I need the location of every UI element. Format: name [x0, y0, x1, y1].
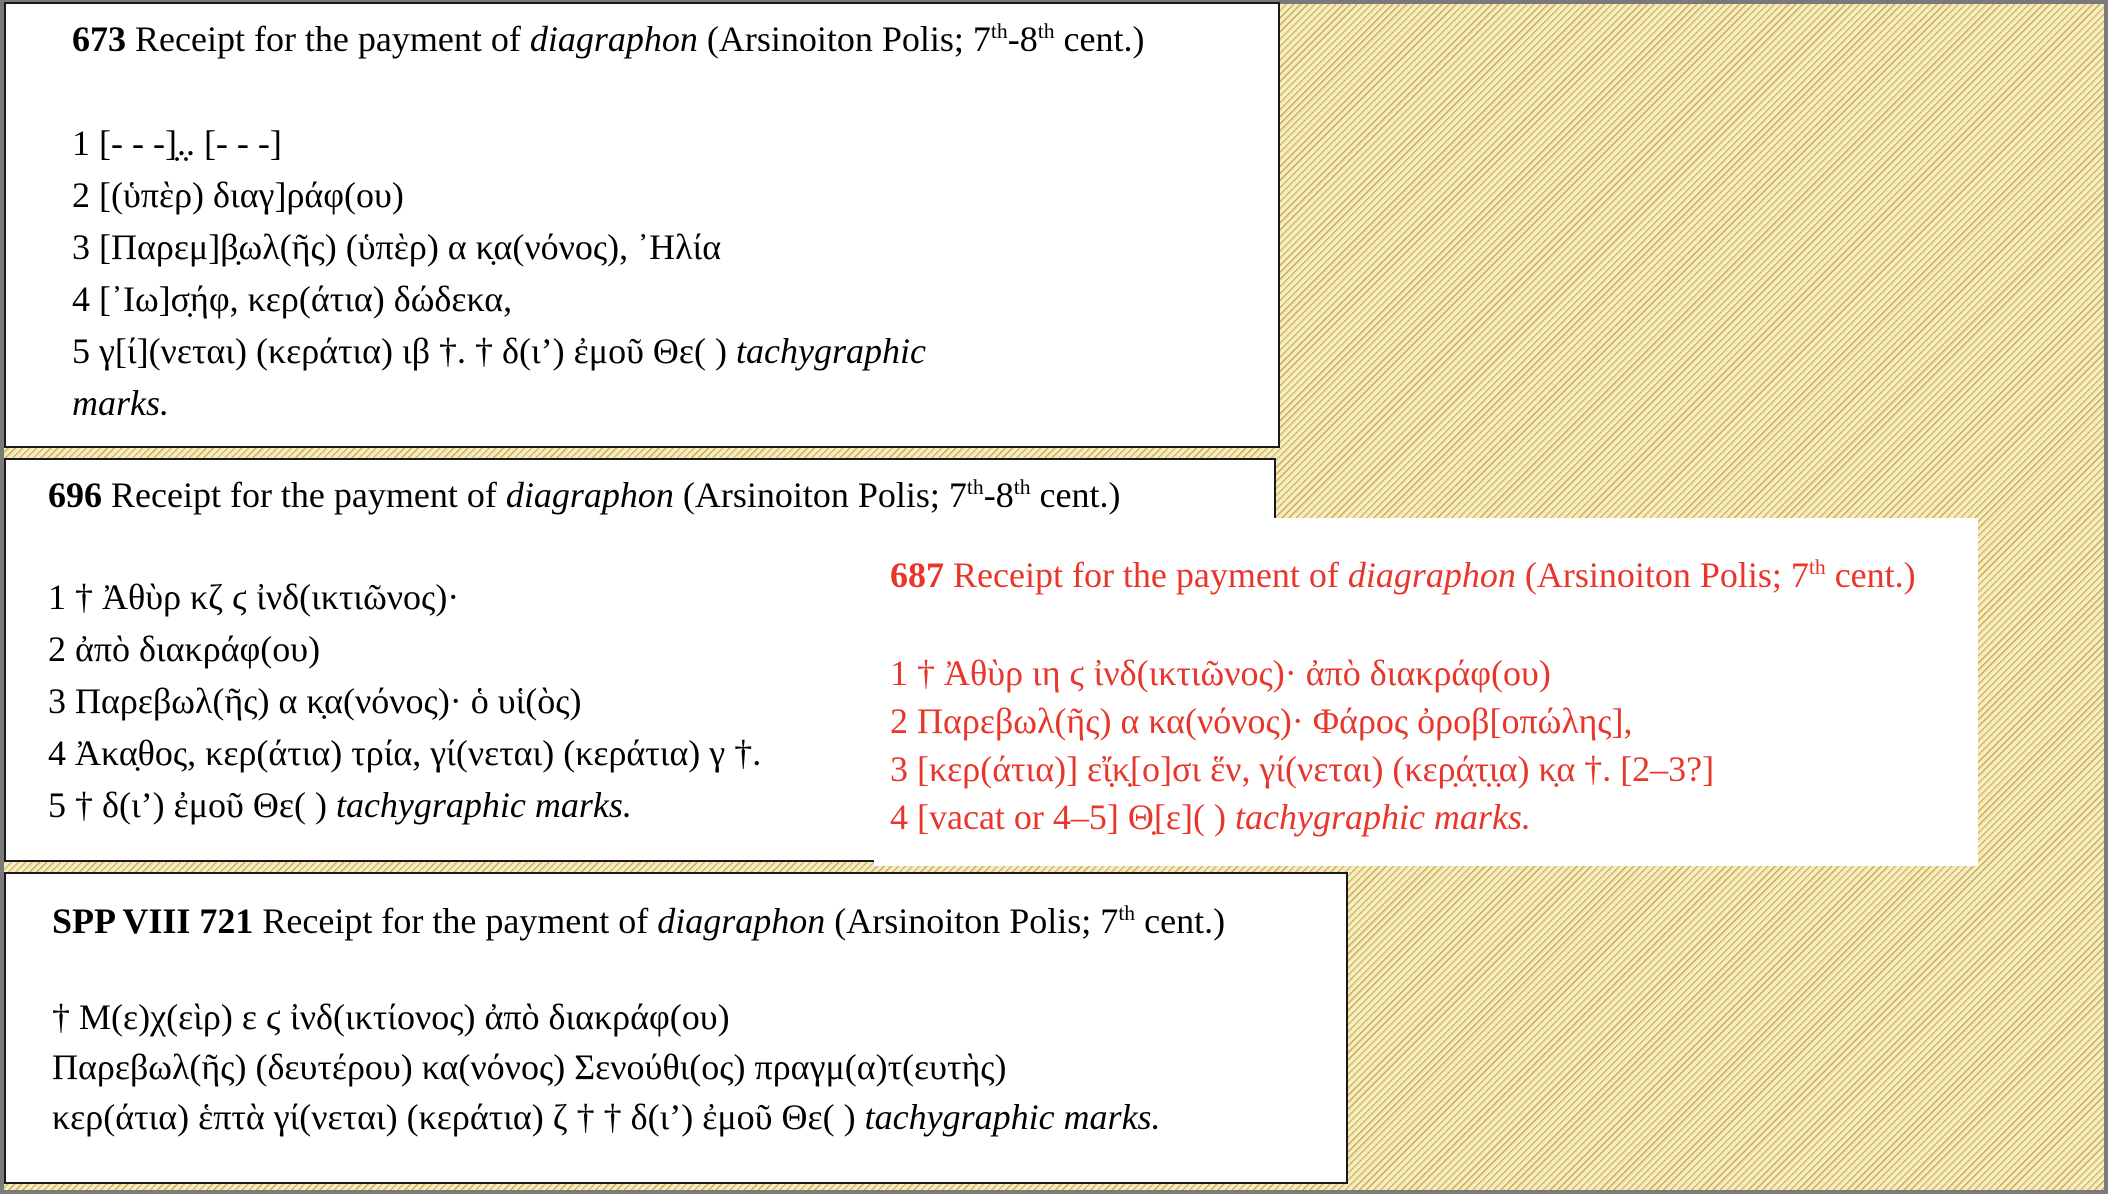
superscript: th — [990, 19, 1008, 43]
panel-687-title — [890, 554, 1916, 596]
title-date: (Arsinoiton Polis; 7 — [706, 19, 991, 59]
text-line: Παρεβωλ(ῆς) (δευτέρου) κα(νόνος) Σενούθι(ος) πραγμ(α)τ(ευτὴς) — [52, 1047, 1007, 1087]
text-line: † Μ(ε)χ(εὶρ) ε ϛ ἰνδ(ικτίονος) ἀπὸ διακράφ(ου) — [52, 997, 730, 1037]
title-term: diagraphon — [529, 19, 698, 59]
superscript: th — [966, 475, 984, 499]
text-line: 3 Παρεβωλ(ῆς) α κ̣α(νόνος)· ὁ υἱ(ὸς) — [48, 681, 582, 721]
text-line: 3 [Παρεμ]β̣ωλ(ῆς) (ὑπὲρ) α κ̣α(νόνος), ᾿Ηλία — [72, 227, 722, 267]
title-date-end: cent.) — [1135, 901, 1226, 941]
text-line: 1 [- - -]̣.̣. [- - -] — [72, 123, 282, 163]
title-date-mid: -8 — [1007, 19, 1038, 59]
title-text: Receipt for the payment of — [262, 901, 649, 941]
text-line: 2 [(ὑπὲρ) διαγ]ράφ(ου) — [72, 175, 404, 215]
doc-number: 673 — [72, 19, 126, 59]
superscript: th — [1037, 19, 1055, 43]
superscript: th — [1013, 475, 1031, 499]
title-text: Receipt for the payment of — [953, 555, 1339, 595]
italic-note: tachygraphic — [735, 331, 926, 371]
panel-721-title — [52, 900, 1225, 942]
title-date: (Arsinoiton Polis; 7 — [1524, 555, 1809, 595]
greek-text: 5 γ[ί](νεται) (κεράτια) ιβ †. † δ(ι’) ἐμοῦ Θε( ) — [72, 331, 727, 371]
title-term: diagraphon — [505, 475, 674, 515]
panel-spp-721 — [4, 872, 1348, 1184]
title-date-end: cent.) — [1825, 555, 1916, 595]
text-line — [72, 330, 926, 372]
text-line: 1 † Ἀθὺρ κζ ϛ ἰνδ(ικτιῶνος)· — [48, 577, 460, 617]
doc-number: 696 — [48, 475, 102, 515]
text-line: 2 Παρεβωλ(ῆς) α κα(νόνος)· Φάρος ὀροβ[οπώλης], — [890, 701, 1633, 741]
title-date-end: cent.) — [1030, 475, 1121, 515]
doc-number: SPP VIII 721 — [52, 901, 254, 941]
title-date: (Arsinoiton Polis; 7 — [682, 475, 967, 515]
doc-number: 687 — [890, 555, 944, 595]
text-line — [52, 1096, 1161, 1138]
greek-text: κερ(άτια) ἑπτὰ γί(νεται) (κεράτια) ζ † † δ(ι’) ἐμοῦ Θε( ) — [52, 1097, 856, 1137]
panel-673 — [4, 2, 1280, 448]
title-text: Receipt for the payment of — [135, 19, 521, 59]
text-line: 4 [᾿Ιω]σ̣ήφ, κερ(άτια) δώδεκα, — [72, 279, 513, 319]
title-date-mid: -8 — [983, 475, 1014, 515]
title-term: diagraphon — [657, 901, 826, 941]
title-term: diagraphon — [1347, 555, 1516, 595]
title-text: Receipt for the payment of — [111, 475, 497, 515]
panel-696-title — [48, 474, 1120, 516]
greek-text: 5 † δ(ι’) ἐμοῦ Θε( ) — [48, 785, 327, 825]
italic-note: tachygraphic marks. — [335, 785, 632, 825]
italic-note: marks. — [72, 383, 169, 423]
text-line: 4 Ἀκα̣θος, κερ(άτια) τρία, γί(νεται) (κεράτια) γ †. — [48, 733, 762, 773]
title-date-end: cent.) — [1054, 19, 1145, 59]
text-line: 2 ἀπὸ διακράφ(ου) — [48, 629, 321, 669]
text-line: 1 † Ἀθὺρ ιη ϛ ἰνδ(ικτιῶνος)· ἀπὸ διακράφ(ου) — [890, 653, 1551, 693]
panel-673-title — [72, 18, 1144, 60]
title-date: (Arsinoiton Polis; 7 — [834, 901, 1119, 941]
superscript: th — [1808, 555, 1826, 579]
text-line: 3 [κερ(άτια)] εἴ̣̣κ̣[ο]σι ἕν, γί(νεται) (κερ̣ά̣τ̣ι̣α) κ̣α †. [2–3?] — [890, 749, 1715, 789]
greek-text: 4 [vacat or 4–5] Θ̣[ε]( ) — [890, 797, 1226, 837]
italic-note: tachygraphic marks. — [864, 1097, 1161, 1137]
panel-687 — [874, 518, 1978, 866]
text-line — [48, 784, 632, 826]
text-line — [890, 796, 1531, 838]
superscript: th — [1118, 901, 1136, 925]
italic-note: tachygraphic marks. — [1234, 797, 1531, 837]
